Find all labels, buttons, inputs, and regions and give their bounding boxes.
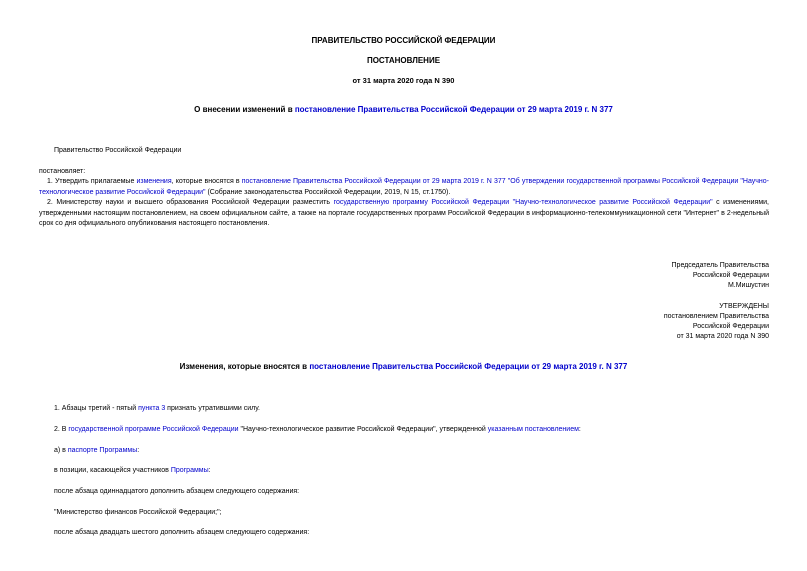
p2-text-b: с изменениями, утвержденными настоящим постановлением, на своем официальном сайте, а также на портале государственных программ Российской Федерации в информационно-телекоммуникационной сети "Интернет" в 2-недельный срок со дня официального опубликования настоящего постановления.: [39, 199, 770, 227]
changes-title: [0, 362, 807, 371]
item-1-link[interactable]: пункта 3: [138, 405, 166, 412]
item-2: [54, 425, 581, 436]
item-1: [54, 404, 260, 415]
item-5: после абзаца одиннадцатого дополнить абзацем следующего содержания:: [54, 488, 300, 495]
item-4-text-b: :: [208, 467, 211, 474]
item-2-text-c: :: [578, 426, 581, 433]
item-4-text-a: в позиции, касающейся участников: [54, 467, 171, 474]
title-prefix: О внесении изменений в: [194, 105, 295, 114]
approved-line-2: постановлением Правительства: [663, 313, 769, 320]
item-4-link[interactable]: Программы: [170, 467, 209, 474]
paragraph-1: [39, 177, 769, 198]
item-7: после абзаца двадцать шестого дополнить абзацем следующего содержания:: [54, 529, 310, 536]
item-4: [54, 466, 211, 477]
title-link[interactable]: постановление Правительства Российской Федерации от 29 марта 2019 г. N 377: [294, 105, 613, 114]
signature-title-1: Председатель Правительства: [671, 262, 769, 269]
changes-title-link[interactable]: постановление Правительства Российской Федерации от 29 марта 2019 г. N 377: [309, 362, 628, 371]
signature-title-2: Российской Федерации: [692, 272, 769, 279]
signature-name: М.Мишустин: [727, 282, 769, 289]
p1-text-c: (Собрание законодательства Российской Федерации, 2019, N 15, ст.1750).: [205, 188, 451, 196]
p1-link-resolution[interactable]: постановление Правительства Российской Федерации от 29 марта 2019 г. N 377 "Об утверждении государственной программы Российской Федерации "Научно-технологическое развитие Российской Федерации": [39, 178, 769, 196]
p2-text-a: 2. Министерству науки и высшего образования Российской Федерации разместить: [47, 199, 334, 206]
item-3-link[interactable]: паспорте Программы: [67, 447, 138, 454]
item-3: [54, 446, 139, 457]
p1-text-a: 1. Утвердить прилагаемые: [47, 178, 137, 185]
header-government: ПРАВИТЕЛЬСТВО РОССИЙСКОЙ ФЕДЕРАЦИИ: [311, 36, 496, 45]
item-6: "Министерство финансов Российской Федерации;";: [54, 509, 222, 516]
item-2-link-resolution[interactable]: указанным постановлением: [487, 426, 579, 433]
approved-label: УТВЕРЖДЕНЫ: [719, 303, 769, 310]
intro-government: Правительство Российской Федерации: [54, 147, 182, 154]
p1-link-changes[interactable]: изменения: [136, 178, 172, 185]
intro-resolves: постановляет:: [39, 168, 86, 175]
item-2-text-b: "Научно-технологическое развитие Российской Федерации", утвержденной: [238, 426, 488, 433]
approved-line-4: от 31 марта 2020 года N 390: [676, 333, 769, 340]
item-1-text-b: признать утратившими силу.: [165, 405, 260, 412]
item-2-link-program[interactable]: государственной программе Российской Федерации: [68, 426, 239, 433]
item-3-text-a: а) в: [54, 447, 68, 454]
item-1-text-a: 1. Абзацы третий - пятый: [54, 405, 139, 412]
header-doc-type: ПОСТАНОВЛЕНИЕ: [366, 56, 441, 65]
item-3-text-b: :: [137, 447, 140, 454]
document-title: [0, 105, 807, 114]
p1-text-b: , которые вносятся в: [171, 178, 242, 185]
paragraph-2: [39, 198, 769, 230]
item-2-text-a: 2. В: [54, 426, 69, 433]
changes-title-prefix: Изменения, которые вносятся в: [179, 362, 310, 371]
header-date-number: от 31 марта 2020 года N 390: [352, 76, 455, 85]
approved-line-3: Российской Федерации: [692, 323, 769, 330]
p2-link-program[interactable]: государственную программу Российской Федерации "Научно-технологическое развитие Российской Федерации": [333, 199, 713, 206]
